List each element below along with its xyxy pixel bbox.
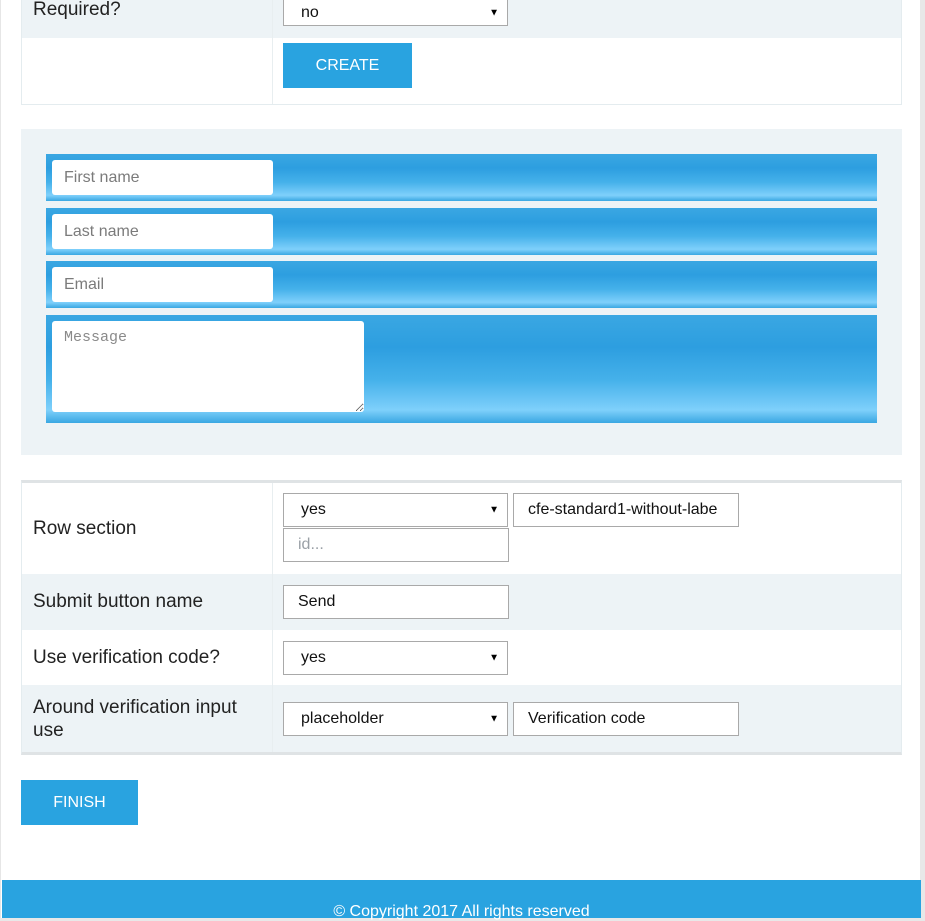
required-label: Required? [33, 0, 121, 20]
verification-label: Use verification code? [33, 646, 220, 668]
around-verification-control-cell [272, 685, 901, 752]
create-button[interactable]: CREATE [283, 43, 412, 88]
last-name-row [46, 208, 877, 255]
around-verification-label: Around verification input use [33, 696, 237, 741]
form-preview [21, 129, 902, 455]
message-row [46, 315, 877, 423]
finish-button[interactable]: FINISH [21, 780, 138, 825]
submit-name-control-cell [272, 574, 901, 630]
row-section-row [22, 483, 901, 574]
verification-control-cell [272, 630, 901, 685]
required-select-value: no [301, 3, 319, 21]
last-name-input[interactable] [52, 214, 273, 249]
row-section-select[interactable] [283, 493, 508, 527]
verification-code-input[interactable] [513, 702, 739, 736]
create-control-cell [272, 38, 901, 104]
submit-name-row [22, 574, 901, 630]
chevron-down-icon: ▼ [489, 7, 499, 18]
form-settings-table [21, 480, 902, 755]
email-input[interactable] [52, 267, 273, 302]
chevron-down-icon: ▼ [489, 652, 499, 663]
row-section-control-line [283, 493, 901, 527]
around-verification-row [22, 685, 901, 752]
verification-select[interactable] [283, 641, 508, 675]
row-section-control-cell [272, 483, 901, 574]
required-row [22, 0, 901, 38]
footer [2, 880, 921, 918]
row-section-label: Row section [33, 517, 137, 539]
required-select[interactable] [283, 0, 508, 26]
create-row-label [22, 38, 272, 104]
row-section-class-input[interactable] [513, 493, 739, 527]
chevron-down-icon: ▼ [489, 504, 499, 516]
field-settings-table [21, 0, 902, 105]
row-section-id-input[interactable] [283, 528, 509, 562]
around-verification-select-value: placeholder [301, 709, 384, 727]
verification-select-value: yes [301, 648, 326, 666]
chevron-down-icon: ▼ [489, 713, 499, 724]
message-textarea[interactable] [52, 321, 364, 412]
email-row [46, 261, 877, 308]
verification-row [22, 630, 901, 685]
first-name-input[interactable] [52, 160, 273, 195]
row-section-select-value: yes [301, 501, 326, 518]
submit-name-input[interactable] [283, 585, 509, 619]
required-control-cell [272, 0, 901, 38]
around-verification-select[interactable] [283, 702, 508, 736]
create-row [22, 38, 901, 104]
first-name-row [46, 154, 877, 201]
copyright-text: © Copyright 2017 All rights reserved [333, 903, 590, 920]
submit-name-label: Submit button name [33, 591, 204, 612]
